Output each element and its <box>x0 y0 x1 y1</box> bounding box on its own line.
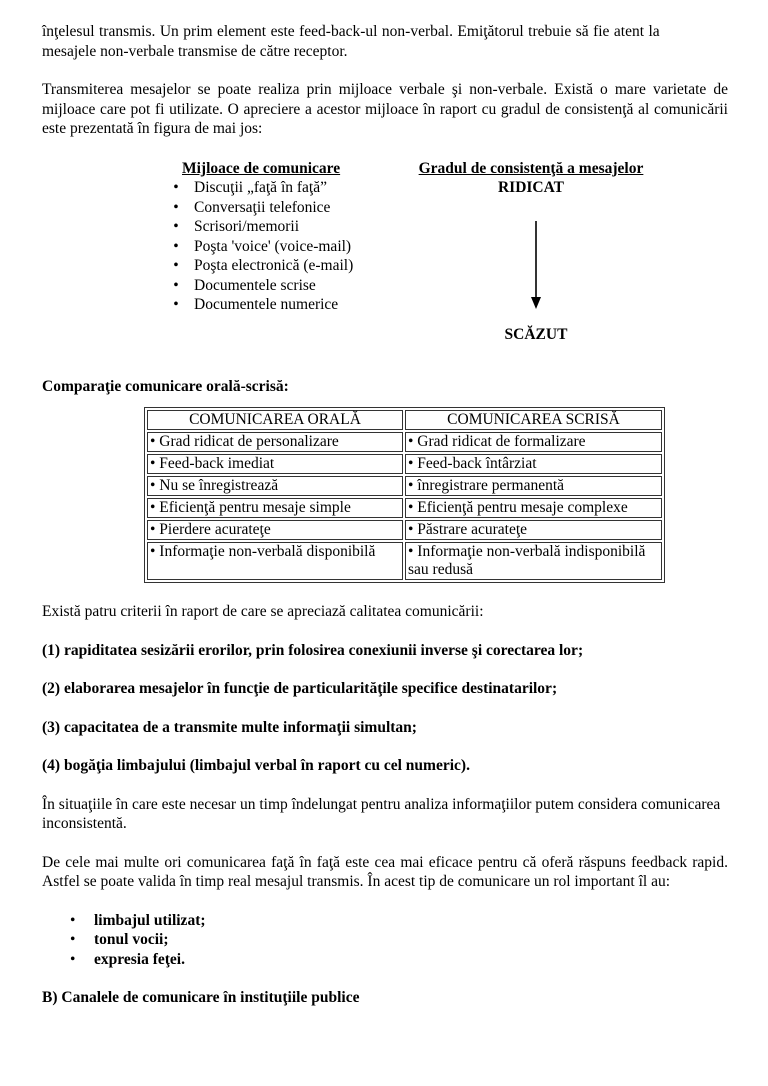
written-cell: • înregistrare permanentă <box>405 476 662 496</box>
means-item-label: Documentele numerice <box>194 296 339 313</box>
means-item <box>170 256 430 276</box>
written-cell: • Eficienţă pentru mesaje complexe <box>405 498 662 518</box>
inconsistent-paragraph: În situaţiile în care este necesar un timp îndelungat pentru analiza informaţiilor putem considera comunicarea inconsistentă. <box>42 795 721 832</box>
criterion-item: (1) rapiditatea sesizării erorilor, prin folosirea conexiunii inverse şi corectarea lor; <box>42 641 584 659</box>
criterion-item: (4) bogăţia limbajului (limbajul verbal în raport cu cel numeric). <box>42 757 470 774</box>
table-row <box>147 498 662 518</box>
oral-cell: • Feed-back imediat <box>147 454 403 474</box>
bullet-icon: • <box>173 276 179 294</box>
role-item <box>70 911 728 931</box>
intro-line-2: mesajele non-verbale transmise de către receptor. <box>42 42 348 60</box>
oral-cell: • Informaţie non-verbală disponibilă <box>147 542 403 580</box>
bullet-icon: • <box>173 257 179 274</box>
means-paragraph: Transmiterea mesajelor se poate realiza prin mijloace verbale şi non-verbale. Există o mare varietate de mijloace care pot fi utilizate. O apreciere a acestor mijloace în raport cu gradul de consistenţă al comunicării este prezentată în figura de mai jos: <box>42 81 728 137</box>
means-item-label: Scrisori/memorii <box>194 218 300 235</box>
bullet-icon: • <box>173 237 179 255</box>
bullet-icon: • <box>70 911 76 929</box>
level-low-label: SCĂZUT <box>504 325 568 343</box>
section-heading: B) Canalele de comunicare în instituţiile publice <box>42 989 360 1006</box>
criteria-intro: Există patru criterii în raport de care se apreciază calitatea comunicării: <box>42 603 484 620</box>
oral-cell: • Grad ridicat de personalizare <box>147 432 403 452</box>
means-header: Mijloace de comunicare <box>182 159 341 177</box>
role-item <box>70 930 728 950</box>
means-item-label: Conversaţii telefonice <box>194 198 331 216</box>
face-to-face-paragraph: De cele mai multe ori comunicarea faţă în faţă este cea mai eficace pentru că oferă răspuns feedback rapid. Astfel se poate valida în timp real mesajul transmis. În acest tip de comunicare un rol important îl au: <box>42 853 728 890</box>
written-cell: • Grad ridicat de formalizare <box>405 432 662 452</box>
written-cell: • Informaţie non-verbală indisponibilă sau redusă <box>405 542 662 580</box>
table-header-row <box>147 410 662 430</box>
means-item <box>170 178 430 198</box>
means-item <box>170 198 430 218</box>
role-item-label: expresia feţei. <box>94 950 185 968</box>
level-high-label: RIDICAT <box>497 179 565 196</box>
means-list <box>170 178 430 315</box>
bullet-icon: • <box>173 198 179 216</box>
comparison-heading: Comparaţie comunicare orală-scrisă: <box>42 377 289 395</box>
bullet-icon: • <box>173 296 179 313</box>
means-item-label: Discuţii „faţă în faţă” <box>194 179 327 196</box>
down-arrow-icon <box>530 221 542 311</box>
intro-line-1: înţelesul transmis. Un prim element este feed-back-ul non-verbal. Emiţătorul trebuie să fie atent la <box>42 23 660 40</box>
criterion-item: (2) elaborarea mesajelor în funcţie de particularităţile specifice destinatarilor; <box>42 680 558 697</box>
role-item <box>70 950 728 970</box>
written-cell: • Feed-back întârziat <box>405 454 662 474</box>
table-row <box>147 542 662 580</box>
roles-list <box>70 911 728 970</box>
means-item-label: Poşta 'voice' (voice-mail) <box>194 237 352 255</box>
document-page <box>42 22 728 1008</box>
bullet-icon: • <box>70 931 76 948</box>
consistency-column <box>405 159 657 198</box>
means-item <box>170 237 430 257</box>
table-row <box>147 520 662 540</box>
means-list-column <box>170 159 430 315</box>
role-item-label: limbajul utilizat; <box>94 911 206 929</box>
bullet-icon: • <box>173 179 179 196</box>
table-row <box>147 432 662 452</box>
comparison-table <box>144 407 665 583</box>
column-header-written: COMUNICAREA SCRISĂ <box>405 410 662 430</box>
criterion-item: (3) capacitatea de a transmite multe informaţii simultan; <box>42 718 417 736</box>
means-item <box>170 217 430 237</box>
column-header-oral: COMUNICAREA ORALĂ <box>147 410 403 430</box>
means-item <box>170 295 430 315</box>
bullet-icon: • <box>173 218 179 235</box>
oral-cell: • Eficienţă pentru mesaje simple <box>147 498 403 518</box>
means-item <box>170 276 430 296</box>
oral-cell: • Pierdere acurateţe <box>147 520 403 540</box>
consistency-header: Gradul de consistenţă a mesajelor <box>418 159 644 177</box>
communication-means-figure <box>42 159 728 377</box>
table-row <box>147 454 662 474</box>
bullet-icon: • <box>70 950 76 968</box>
role-item-label: tonul vocii; <box>94 931 169 948</box>
means-item-label: Poşta electronică (e-mail) <box>194 257 354 274</box>
table-row <box>147 476 662 496</box>
written-cell: • Păstrare acurateţe <box>405 520 662 540</box>
means-item-label: Documentele scrise <box>194 276 316 294</box>
oral-cell: • Nu se înregistrează <box>147 476 403 496</box>
